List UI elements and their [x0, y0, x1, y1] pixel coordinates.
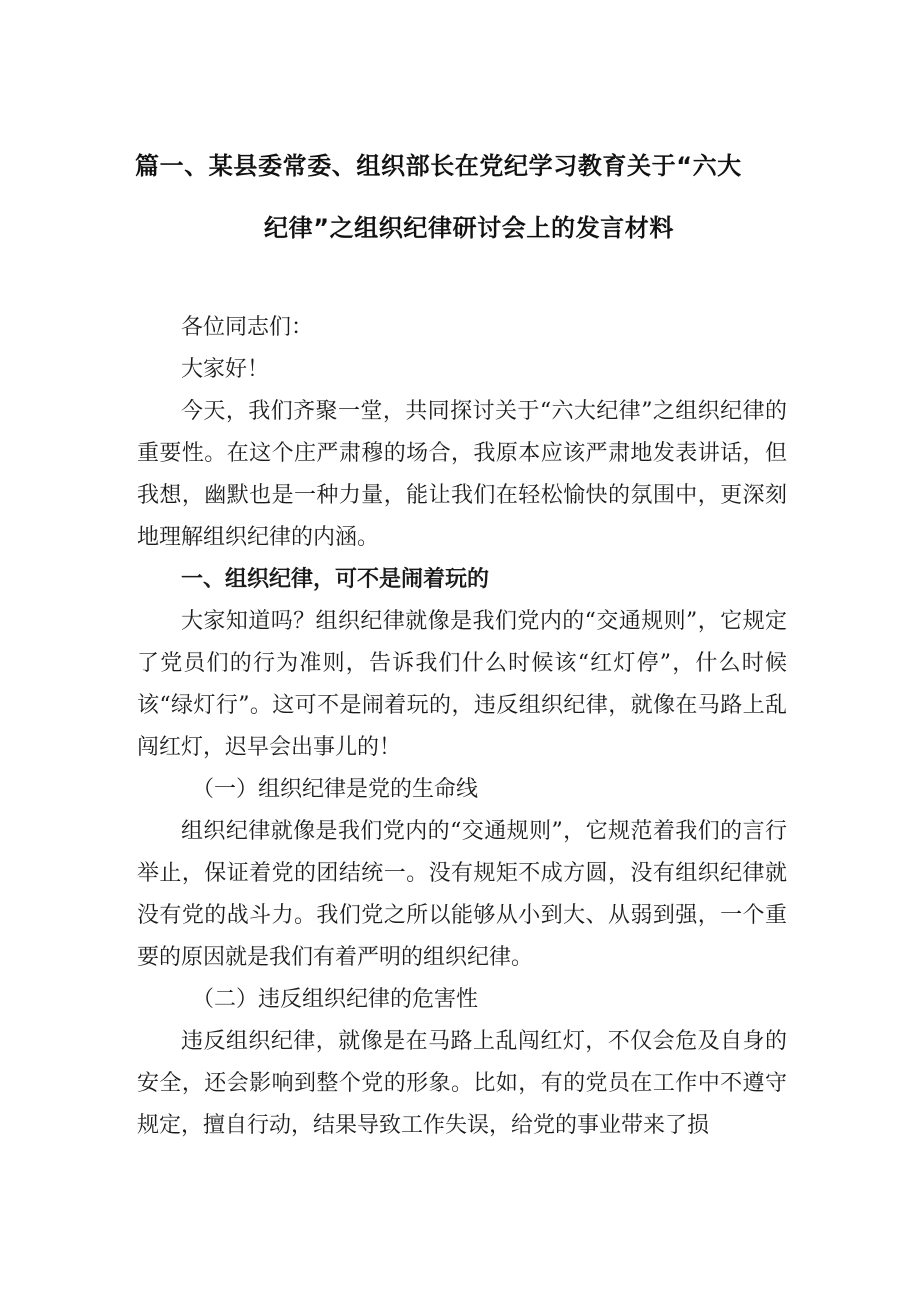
subsection-1-paragraph: 组织纪律就像是我们党内的“交通规则”，它规范着我们的言行举止，保证着党的团结统一。没有规矩不成方圆，没有组织纪律就没有党的战斗力。我们党之所以能够从小到大、从弱到强，一个重要的原因就是我们有着严明的组织纪律。 — [137, 819, 787, 970]
title-line-1: 篇一、某县委常委、组织部长在党纪学习教育关于“六大 — [135, 152, 742, 180]
section-1-heading: 一、组织纪律，可不是闹着玩的 — [181, 567, 490, 592]
subsection-2-paragraph: 违反组织纪律，就像是在马路上乱闯红灯，不仅会危及自身的安全，还会影响到整个党的形象。比如，有的党员在工作中不遵守规定，擅自行动，结果导致工作失误，给党的事业带来了损 — [137, 1029, 787, 1138]
section-1-paragraph: 大家知道吗？组织纪律就像是我们党内的“交通规则”，它规定了党员们的行为准则，告诉我们什么时候该“红灯停”，什么时候该“绿灯行”。这可不是闹着玩的，违反组织纪律，就像在马路上乱闯红灯，迟早会出事儿的！ — [137, 609, 787, 760]
title-line-2: 纪律”之组织纪律研讨会上的发言材料 — [264, 214, 674, 242]
intro-paragraph: 今天，我们齐聚一堂，共同探讨关于“六大纪律”之组织纪律的重要性。在这个庄严肃穆的场合，我原本应该严肃地发表讲话，但我想，幽默也是一种力量，能让我们在轻松愉快的氛围中，更深刻地理解组织纪律的内涵。 — [137, 399, 787, 550]
subsection-1-heading: （一）组织纪律是党的生命线 — [192, 777, 479, 802]
greeting: 大家好！ — [181, 357, 270, 382]
document-body — [137, 307, 787, 1147]
subsection-2-heading: （二）违反组织纪律的危害性 — [192, 987, 479, 1012]
salutation: 各位同志们： — [181, 315, 314, 340]
